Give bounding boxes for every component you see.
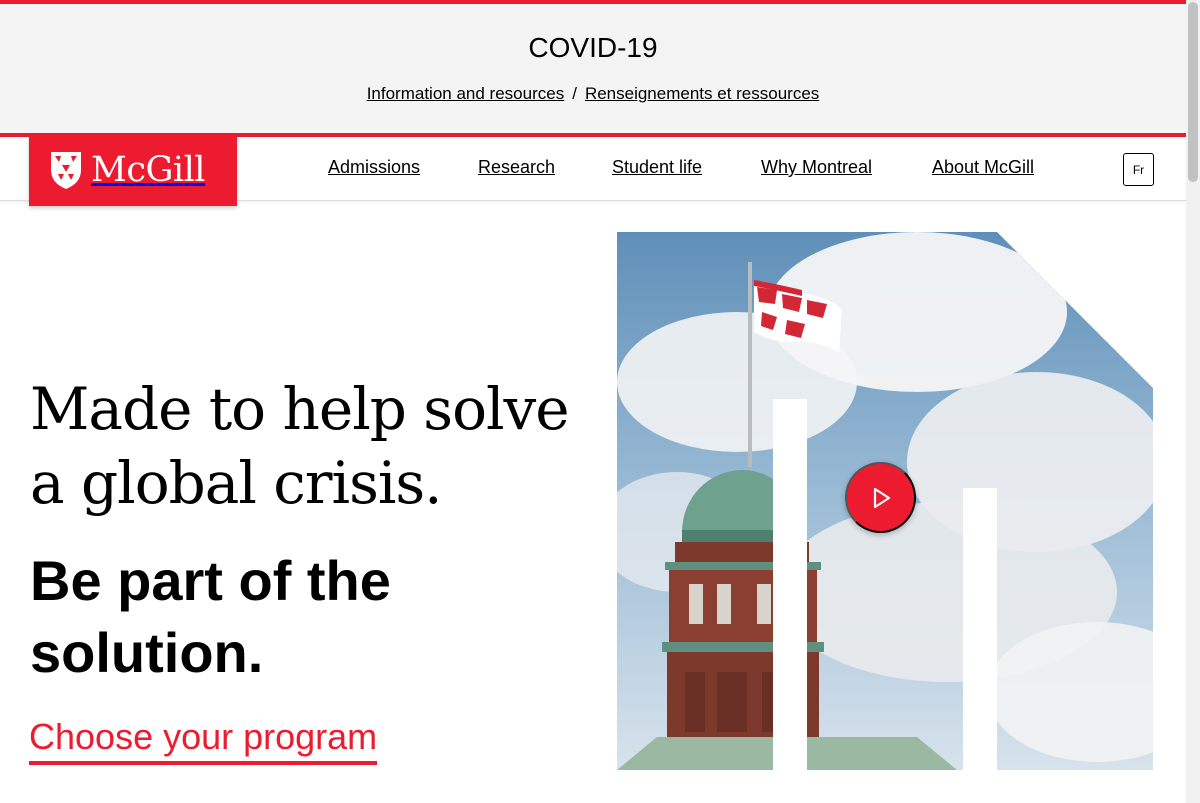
nav-item-student-life[interactable]: Student life xyxy=(612,157,703,177)
nav-item-about-mcgill[interactable]: About McGill xyxy=(932,157,1035,177)
alert-links xyxy=(0,84,1186,104)
covid-alert-banner xyxy=(0,4,1186,133)
scrollbar[interactable] xyxy=(1186,0,1200,803)
scrollbar-thumb[interactable] xyxy=(1188,2,1198,182)
mcgill-logo[interactable] xyxy=(29,134,237,206)
alert-link-english[interactable]: Information and resources xyxy=(366,84,565,103)
choose-program-link[interactable]: Choose your program xyxy=(29,715,377,765)
hero-subhead: Be part of the solution. xyxy=(30,549,391,684)
play-icon xyxy=(868,485,894,511)
alert-link-separator: / xyxy=(572,84,577,103)
nav-item-why-montreal[interactable]: Why Montreal xyxy=(761,157,873,177)
alert-link-french[interactable]: Renseignements et ressources xyxy=(584,84,820,103)
play-video-button[interactable] xyxy=(845,462,916,533)
logo-wordmark: McGill xyxy=(91,150,205,190)
hero-headline: Made to help solve a global crisis. xyxy=(30,375,569,517)
language-toggle-button[interactable]: Fr xyxy=(1123,153,1154,186)
nav-item-research[interactable]: Research xyxy=(478,157,556,177)
alert-title: COVID-19 xyxy=(528,32,658,63)
crest-icon xyxy=(49,150,83,190)
nav-item-admissions[interactable]: Admissions xyxy=(328,157,421,177)
